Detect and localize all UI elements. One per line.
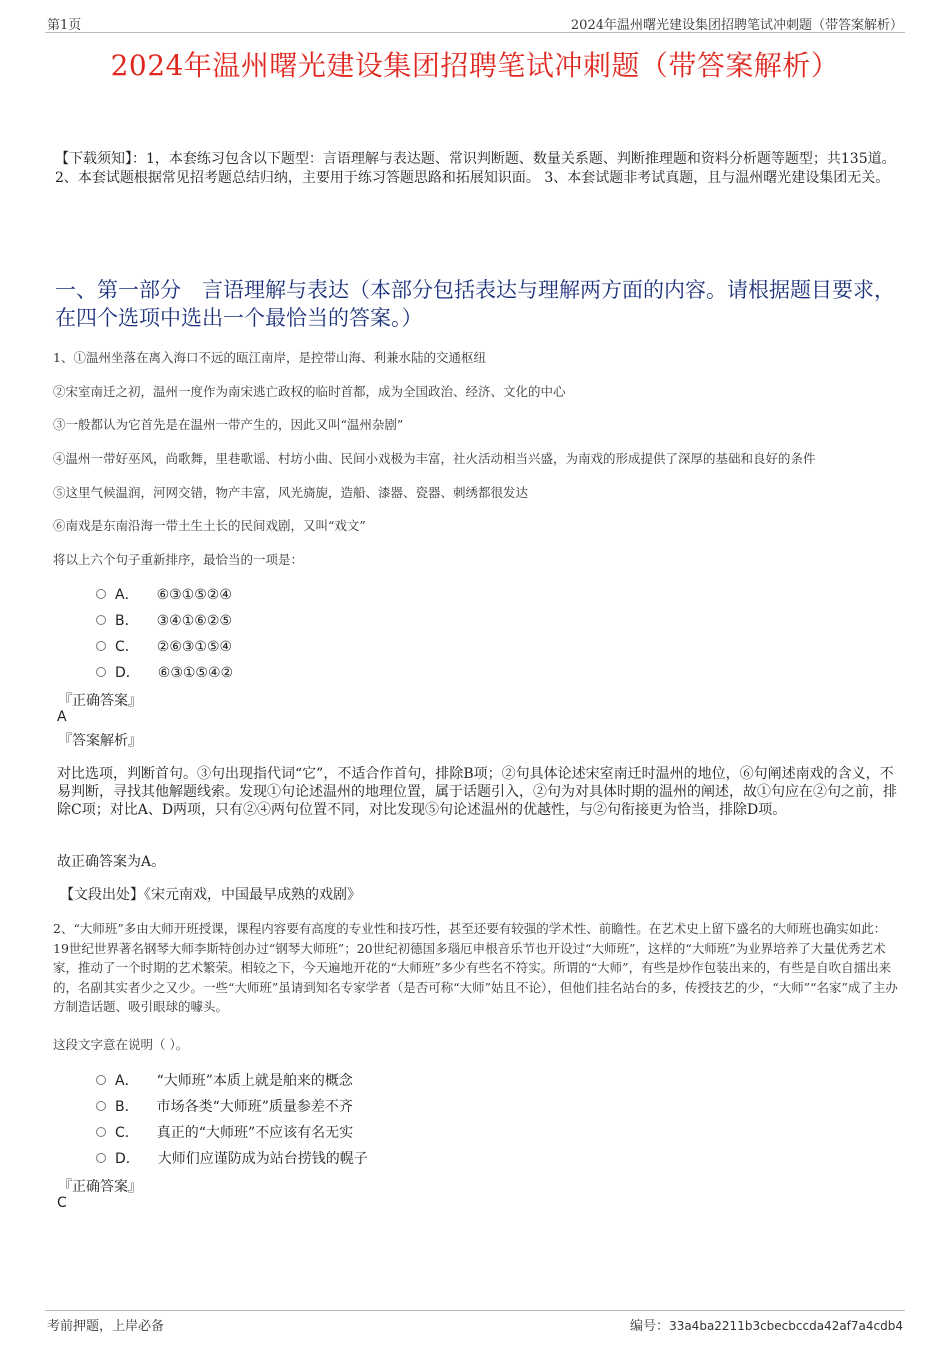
q1-sentence-6: ⑥南戏是东南沿海一带土生土长的民间戏剧，又叫“戏文” [53, 518, 366, 533]
q2-answer-label: 『正确答案』 [58, 1179, 142, 1195]
q1-option-b[interactable]: B． ③④①⑥②⑤ [96, 610, 232, 630]
radio-icon[interactable] [96, 641, 106, 651]
q1-option-c[interactable]: C． ②⑥③①⑤④ [96, 636, 232, 656]
q2-option-d[interactable]: D． 大师们应谨防成为站台捞钱的幌子 [96, 1148, 368, 1168]
q1-answer: A [57, 709, 67, 725]
section-heading: 一、第一部分 言语理解与表达（本部分包括表达与理解两方面的内容。请根据题目要求，在四个选项中选出一个最恰当的答案。） [55, 278, 895, 330]
q2-option-b[interactable]: B． 市场各类“大师班”质量参差不齐 [96, 1096, 353, 1116]
download-notice: 【下载须知】：1，本套练习包含以下题型：言语理解与表达题、常识判断题、数量关系题、判断推理题和资料分析题等题型；共135道。 2、本套试题根据常见招考题总结归纳，主要用于练习答题思路和拓展知识面。 3、本套试题非考试真题，且与温州曙光建设集团无关。 [55, 151, 896, 186]
footer-slogan: 考前押题，上岸必备 [47, 1319, 165, 1334]
q2-passage: 2、“大师班”多由大师开班授课，课程内容要有高度的专业性和技巧性，甚至还要有较强的学术性、前瞻性。在艺术史上留下盛名的大师班也确实如此：19世纪世界著名钢琴大师李斯特创办过“钢琴大师班”；20世纪初德国多瑙厄申根音乐节也开设过“大师班”，这样的“大师班”为业界培养了大量优秀艺术家，推动了一个时期的艺术繁荣。相较之下，今天遍地开花的“大师班”多少有些名不符实。所谓的“大师”，有些是炒作包装出来的，有些是自吹自擂出来的，名副其实者少之又少。一些“大师班”虽请到知名专家学者（是否可称“大师”姑且不论），但他们挂名站台的多，传授技艺的少，“大师”“名家”成了主办方制造话题、吸引眼球的噱头。 [53, 921, 898, 1014]
radio-icon[interactable] [96, 589, 106, 599]
q2-option-a[interactable]: A． “大师班”本质上就是舶来的概念 [96, 1070, 353, 1090]
q1-option-d[interactable]: D． ⑥③①⑤④② [96, 662, 233, 682]
q1-sentence-4: ④温州一带好巫风，尚歌舞，里巷歌谣、村坊小曲、民间小戏极为丰富，社火活动相当兴盛，为南戏的形成提供了深厚的基础和良好的条件 [53, 451, 816, 466]
q1-option-a[interactable]: A． ⑥③①⑤②④ [96, 584, 232, 604]
q1-source: 【文段出处】《宋元南戏，中国最早成熟的戏剧》 [60, 887, 361, 903]
page-footer [45, 1310, 905, 1336]
q1-prompt: 将以上六个句子重新排序，最恰当的一项是： [53, 552, 304, 567]
q1-conclusion: 故正确答案为A。 [57, 854, 166, 870]
q1-analysis-label: 『答案解析』 [58, 733, 142, 749]
q2-answer: C [57, 1195, 67, 1211]
page-header [45, 12, 905, 33]
q2-option-c[interactable]: C． 真正的“大师班”不应该有名无实 [96, 1122, 353, 1142]
q1-analysis: 对比选项，判断首句。③句出现指代词“它”，不适合作首句，排除B项；②句具体论述宋室南迁时温州的地位，⑥句阐述南戏的含义，不易判断，寻找其他解题线索。发现①句论述温州的地理位置，属于话题引入，②句为对具体时期的温州的阐述，故①句应在②句之前，排除C项；对比A、D两项，只有②④两句位置不同，对比发现⑤句论述温州的优越性，与②句衔接更为恰当，排除D项。 [57, 766, 897, 818]
q1-sentence-1: 1、①温州坐落在离入海口不远的瓯江南岸，是控带山海、利兼水陆的交通枢纽 [53, 350, 486, 365]
radio-icon[interactable] [96, 615, 106, 625]
header-doc-title: 2024年温州曙光建设集团招聘笔试冲刺题（带答案解析） [570, 18, 903, 33]
q2-prompt: 这段文字意在说明（ ）。 [53, 1037, 189, 1052]
page-title: 2024年温州曙光建设集团招聘笔试冲刺题（带答案解析） [110, 49, 840, 82]
footer-code: 编号：33a4ba2211b3cbecbccda42af7a4cdb4 [630, 1319, 903, 1334]
radio-icon[interactable] [96, 1101, 106, 1111]
radio-icon[interactable] [96, 1075, 106, 1085]
radio-icon[interactable] [96, 1153, 106, 1163]
q1-sentence-2: ②宋室南迁之初，温州一度作为南宋逃亡政权的临时首都，成为全国政治、经济、文化的中心 [53, 384, 566, 399]
q1-sentence-5: ⑤这里气候温润，河网交错，物产丰富，风光旖旎，造船、漆器、瓷器、刺绣都很发达 [53, 485, 529, 500]
page-number: 第1页 [47, 18, 82, 33]
q1-answer-label: 『正确答案』 [58, 693, 142, 709]
radio-icon[interactable] [96, 667, 106, 677]
q1-sentence-3: ③一般都认为它首先是在温州一带产生的，因此又叫“温州杂剧” [53, 417, 404, 432]
radio-icon[interactable] [96, 1127, 106, 1137]
